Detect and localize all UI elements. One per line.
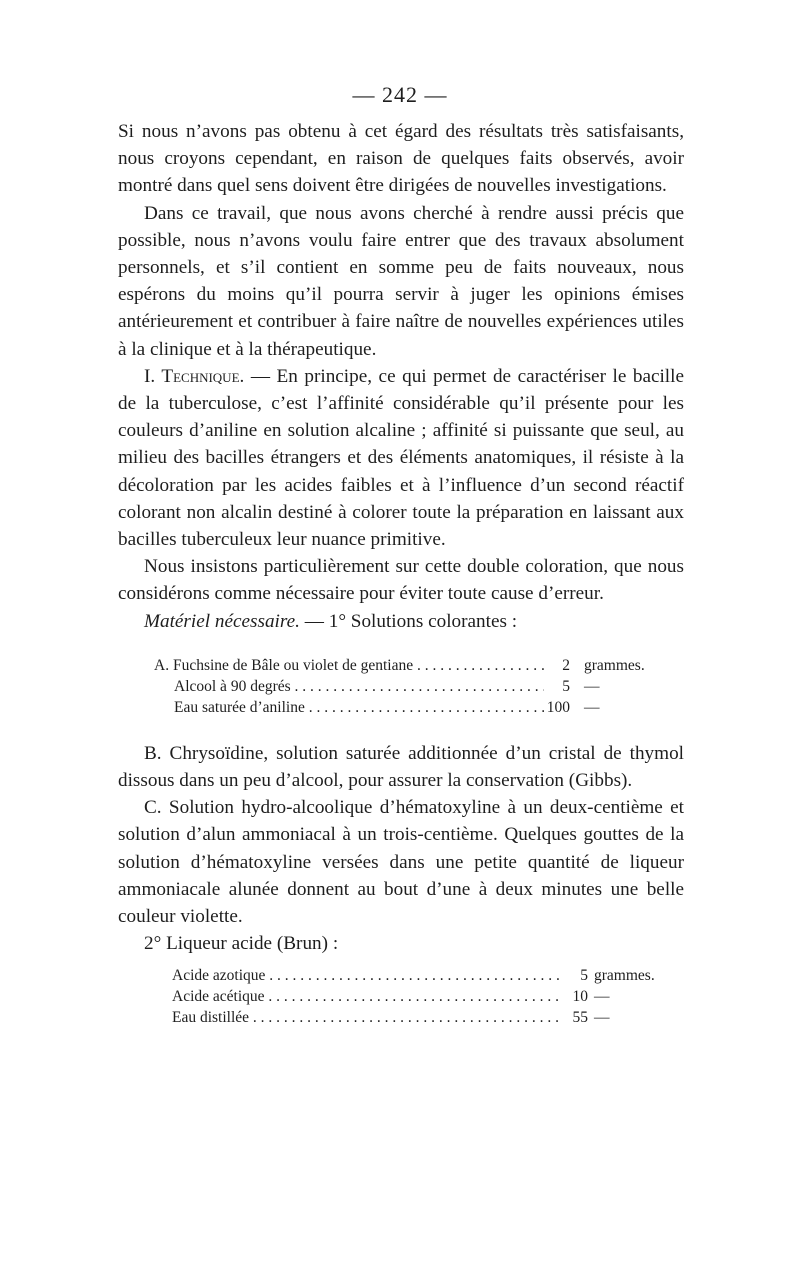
recipe-a-row-qty: 2 xyxy=(562,656,570,674)
recipe-b-row-qty: 5 xyxy=(580,967,588,985)
recipe-a-row-qty: 100 xyxy=(546,698,570,716)
recipe-a-row xyxy=(154,697,684,718)
recipe-b-row xyxy=(172,965,684,986)
paragraph-chrysoidine: B. Chrysoïdine, solution saturée additionnée d’un cristal de thymol dissous dans un peu d’alcool, pour assurer la conservation (Gibbs). xyxy=(118,742,684,792)
recipe-b-row-label: Acide acétique . . . xyxy=(172,986,562,1007)
recipe-a xyxy=(154,655,684,718)
paragraph-2: Dans ce travail, que nous avons cherché à rendre aussi précis que possible, nous n’avons voulu faire entrer que des travaux absolument personnels, et s’il contient en somme peu de faits nouveaux, nous espérons du moins qu’il pourra servir à juger les opinions émises antérieurement et contribuer à faire naître de nouvelles expériences utiles à la clinique et à la thérapeutique. xyxy=(118,202,684,360)
recipe-b-row-label: Eau distillée . . . xyxy=(172,1007,562,1028)
recipe-a-row xyxy=(154,655,684,676)
recipe-a-row-label: Alcool à 90 degrés . . . xyxy=(154,676,544,697)
paragraph-1: Si nous n’avons pas obtenu à cet égard des résultats très satisfaisants, nous croyons cependant, en raison de quelques faits observés, avoir montré dans quel sens doivent être dirigées de nouvelles investigations. xyxy=(118,121,684,197)
paragraph-materiel xyxy=(118,608,684,635)
recipe-b-row-unit: — xyxy=(594,988,610,1006)
recipe-b-row-unit: grammes. xyxy=(594,967,655,985)
recipe-b-row-unit: — xyxy=(594,1009,610,1027)
paragraph-4: Nous insistons particulièrement sur cette double coloration, que nous considérons comme nécessaire pour éviter toute cause d’erreur. xyxy=(118,556,684,605)
recipe-a-row xyxy=(154,676,684,697)
recipe-b-row-qty: 55 xyxy=(572,1009,588,1027)
recipe-b-row xyxy=(172,986,684,1007)
paragraph-hematoxyline: C. Solution hydro-alcoolique d’hématoxyline à un deux-centième et solution d’alun ammoniacal à un trois-centième. Quelques gouttes de la solution d’hématoxyline versées dans une petite quantité de liqueur ammoniacale alunée donnent au bout d’une à deux minutes une belle couleur violette. xyxy=(118,797,684,928)
recipe-a-row-unit: grammes. xyxy=(584,656,645,674)
recipe-a-row-unit: — xyxy=(584,677,600,695)
recipe-a-row-qty: 5 xyxy=(562,677,570,695)
paragraph-liqueur-acide: 2° Liqueur acide (Brun) : xyxy=(144,933,339,955)
paragraph-technique xyxy=(118,363,684,553)
recipe-a-row-label: A. Fuchsine de Bâle ou violet de gentiane . . . xyxy=(154,655,544,676)
recipe-b-row xyxy=(172,1007,684,1028)
page-body xyxy=(118,118,684,1028)
recipe-b-row-qty: 10 xyxy=(572,988,588,1006)
section-heading-technique: I. Technique. xyxy=(144,365,245,387)
technique-text: — En principe, ce qui permet de caractériser le bacille de la tuberculose, c’est l’affinité considérable qu’il présente pour les couleurs d’aniline en solution alcaline ; affinité si puissante que seul, au milieu des bacilles étrangers et des éléments anatomiques, il résiste à la décoloration par les acides faibles et à l’influence d’un second réactif colorant non alcalin destiné à colorer toute la préparation en laissant aux bacilles tuberculeux leur nuance primitive. xyxy=(118,365,684,551)
recipe-a-row-unit: — xyxy=(584,698,600,716)
recipe-a-row-label: Eau saturée d’aniline . . . xyxy=(154,697,544,718)
recipe-b-row-label: Acide azotique . . . xyxy=(172,965,562,986)
page-number: — 242 — xyxy=(352,82,448,107)
materiel-text: — 1° Solutions colorantes : xyxy=(299,610,518,632)
recipe-b xyxy=(172,965,684,1028)
materiel-heading: Matériel nécessaire. xyxy=(144,610,300,632)
